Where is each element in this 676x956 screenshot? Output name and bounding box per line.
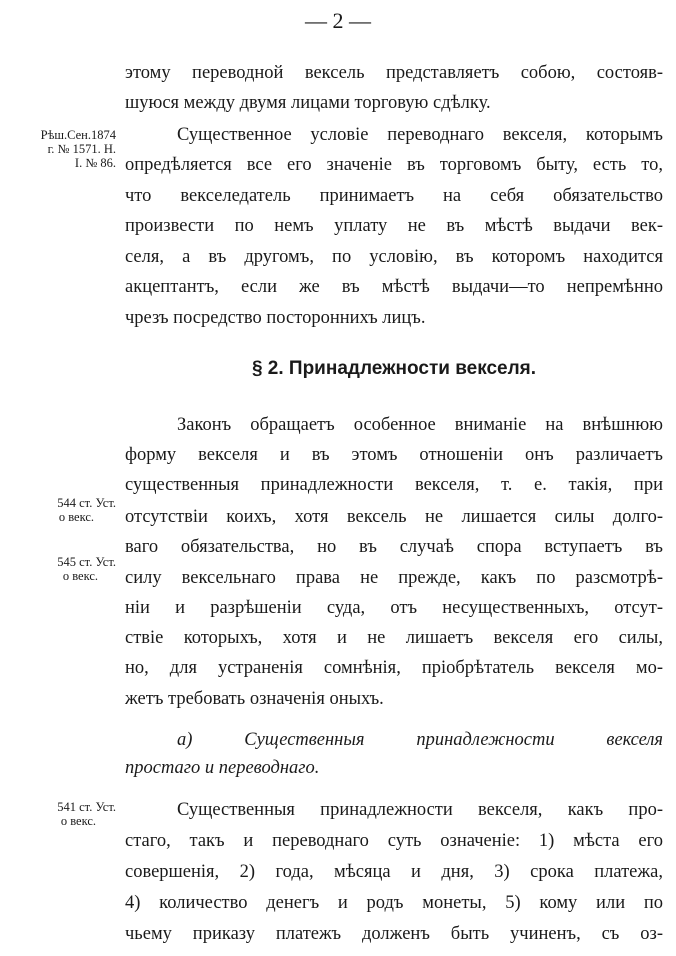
margin-note	[57, 800, 116, 828]
margin-note-line: о векс.	[58, 510, 94, 524]
margin-note-line: г. № 1571. Н.	[47, 142, 116, 156]
margin-note-line: о векс.	[62, 569, 98, 583]
page-number: — 2 —	[305, 8, 371, 33]
margin-note-line: І. № 86.	[74, 156, 116, 170]
text-line: жетъ требовать означенія оныхъ.	[125, 689, 384, 709]
text-line: чьему приказу платежъ долженъ быть учиненъ, съ оз-	[125, 924, 663, 944]
subheading-line: а) Существенныя принадлежности векселя	[177, 730, 663, 750]
text-line: совершенія, 2) года, мѣсяца и дня, 3) срока платежа,	[125, 862, 663, 882]
margin-note	[57, 496, 116, 524]
text-line: стаго, такъ и переводнаго суть означеніе: 1) мѣста его	[125, 831, 663, 851]
text-line: 4) количество денегъ и родъ монеты, 5) кому или по	[125, 893, 663, 913]
text-line: но, для устраненія сомнѣнія, пріобрѣтатель векселя мо-	[125, 658, 663, 678]
section-heading: § 2. Принадлежности векселя.	[251, 358, 537, 379]
text-line: отсутствіи коихъ, хотя вексель не лишается силы долго-	[125, 507, 663, 527]
text-line: селя, а въ другомъ, по условію, въ которомъ находится	[125, 247, 663, 267]
text-line: этому переводной вексель представляетъ собою, состояв-	[125, 63, 663, 83]
margin-note-line: 545 ст. Уст.	[57, 555, 116, 569]
text-line: Существенныя принадлежности векселя, какъ про-	[177, 800, 663, 820]
text-line: акцептантъ, если же въ мѣстѣ выдачи—то непремѣнно	[125, 277, 663, 297]
subheading-line: простаго и переводнаго.	[125, 758, 320, 778]
text-line: ствіе которыхъ, хотя и не лишаетъ векселя его силы,	[125, 628, 663, 648]
text-line: Существенное условіе переводнаго векселя, которымъ	[177, 125, 663, 145]
margin-note-line: Рѣш.Сен.1874	[40, 128, 116, 142]
text-line: силу вексельнаго права не прежде, какъ по разсмотрѣ-	[125, 568, 663, 588]
text-line: форму векселя и въ этомъ отношеніи онъ различаетъ	[125, 445, 663, 465]
text-line: ніи и разрѣшеніи суда, отъ несущественныхъ, отсут-	[125, 598, 663, 618]
margin-note-line: 544 ст. Уст.	[57, 496, 116, 510]
text-line: Законъ обращаетъ особенное вниманіе на внѣшнюю	[177, 415, 663, 435]
text-line: опредѣляется все его значеніе въ торговомъ быту, есть то,	[125, 155, 663, 175]
margin-note	[57, 555, 116, 583]
text-line: чрезъ посредство постороннихъ лицъ.	[125, 308, 426, 328]
margin-note	[41, 128, 116, 170]
text-line: что векселедатель принимаетъ на себя обязательство	[125, 186, 663, 206]
margin-note-line: о векс.	[60, 814, 96, 828]
text-line: произвести по немъ уплату не въ мѣстѣ выдачи век-	[125, 216, 663, 236]
text-line: ваго обязательства, но въ случаѣ спора вступаетъ въ	[125, 537, 663, 557]
text-line: существенныя принадлежности векселя, т. е. такія, при	[125, 475, 663, 495]
text-line: шуюся между двумя лицами торговую сдѣлку.	[125, 93, 491, 113]
margin-note-line: 541 ст. Уст.	[57, 800, 116, 814]
